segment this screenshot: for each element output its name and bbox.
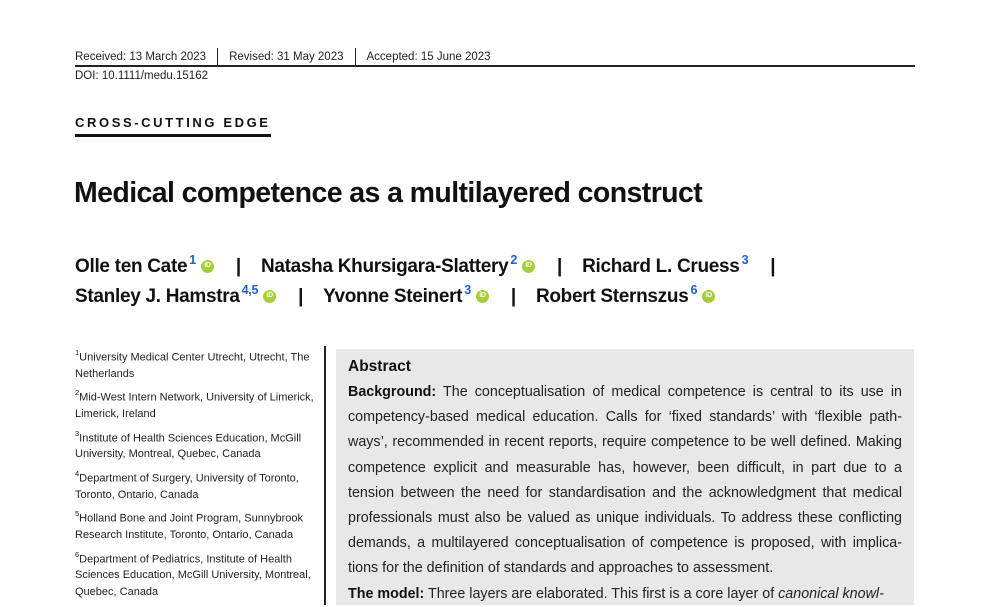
- author-list: [75, 252, 795, 312]
- abstract-background: [348, 380, 902, 582]
- author-separator: |: [557, 256, 563, 277]
- background-label: Background:: [348, 384, 437, 400]
- affiliation-text: Department of Surgery, University of Toronto, Toronto, Ontario, Canada: [75, 472, 299, 501]
- author-separator: |: [510, 286, 516, 307]
- affiliation-number: 2: [75, 388, 80, 398]
- affiliation-number: 1: [75, 348, 80, 357]
- affiliation-number: 4: [75, 469, 80, 479]
- header-rule: [75, 65, 915, 67]
- affiliation-ref[interactable]: 1: [189, 253, 196, 267]
- affiliation-text: Mid-West Intern Network, University of Limerick, Limerick, Ireland: [75, 392, 314, 421]
- affiliation-number: 5: [75, 509, 80, 519]
- received-date: Received: 13 March 2023: [75, 50, 207, 63]
- doi-link[interactable]: DOI: 10.1111/medu.15162: [75, 70, 208, 82]
- affiliation-text: Holland Bone and Joint Program, Sunnybrook Research Institute, Toronto, Ontario, Canada: [75, 513, 303, 542]
- orcid-icon[interactable]: iD: [263, 290, 276, 303]
- affiliation-ref[interactable]: 3: [741, 253, 749, 267]
- background-text: The conceptualisation of medical competence is central to its use in competency-based medical education. Calls for ‘fixed standards’ with ‘flexible pathways’, recommended in recent reports, require competence to be well defined. Making competence explicit and measurable has, however, been difficult, in part due to a tension between the need for standardisation and the acknowledgment that medical professionals must also be valued as unique individuals. To address these conflicting demands, a multilayered conceptualisation of competence is proposed, with implications for the definition of standards and approaches to assessment.: [348, 384, 902, 577]
- author-separator: |: [235, 256, 241, 277]
- author-name[interactable]: Stanley J. Hamstra: [75, 286, 240, 307]
- accepted-date: Accepted: 15 June 2023: [366, 50, 491, 63]
- affiliation-ref[interactable]: 3: [464, 283, 471, 297]
- section-label: CROSS-CUTTING EDGE: [75, 115, 271, 137]
- orcid-icon[interactable]: iD: [702, 290, 715, 303]
- affiliation-item: [75, 507, 320, 543]
- orcid-icon[interactable]: iD: [476, 290, 489, 303]
- affiliation-text: University Medical Center Utrecht, Utrecht, The Netherlands: [75, 351, 310, 380]
- abstract-box: [336, 349, 914, 605]
- author-line-2: [75, 282, 795, 312]
- column-divider: [324, 346, 326, 605]
- model-text: Three layers are elaborated. This first is a core layer of: [424, 585, 779, 602]
- affiliation-text: Institute of Health Sciences Education, McGill University, Montreal, Quebec, Canada: [75, 432, 302, 461]
- model-label: The model:: [348, 585, 425, 602]
- article-dates: [75, 47, 491, 66]
- author-name[interactable]: Natasha Khursigara-Slattery: [260, 256, 509, 277]
- article-title: Medical competence as a multilayered construct: [74, 177, 703, 209]
- affiliation-number: 3: [75, 428, 80, 438]
- affiliation-text: Department of Pediatrics, Institute of Health Sciences Education, McGill University, Montreal, Quebec, Canada: [75, 553, 311, 598]
- abstract-heading: Abstract: [348, 358, 411, 375]
- author-name[interactable]: Richard L. Cruess: [582, 256, 740, 277]
- affiliation-item: [75, 548, 320, 600]
- orcid-icon[interactable]: iD: [522, 260, 535, 273]
- abstract-body: [348, 380, 902, 607]
- author-separator: |: [298, 286, 304, 307]
- model-italic-text: canonical knowl-: [778, 585, 884, 602]
- author-name[interactable]: Olle ten Cate: [75, 256, 188, 277]
- affiliation-item: [75, 346, 320, 382]
- affiliation-item: [75, 386, 320, 422]
- author-name[interactable]: Yvonne Steinert: [323, 286, 463, 307]
- affiliation-ref[interactable]: 2: [510, 253, 518, 267]
- affiliation-ref[interactable]: 6: [690, 283, 698, 297]
- affiliations-column: [75, 346, 320, 604]
- affiliation-item: [75, 427, 320, 463]
- affiliation-ref[interactable]: 4,5: [241, 283, 259, 297]
- author-separator: |: [770, 256, 776, 277]
- author-line-1: [75, 252, 795, 282]
- abstract-model: [348, 582, 902, 607]
- orcid-icon[interactable]: iD: [201, 260, 214, 273]
- revised-date: Revised: 31 May 2023: [229, 50, 344, 63]
- author-name[interactable]: Robert Sternszus: [535, 286, 689, 307]
- affiliation-item: [75, 467, 320, 503]
- affiliation-number: 6: [75, 549, 80, 559]
